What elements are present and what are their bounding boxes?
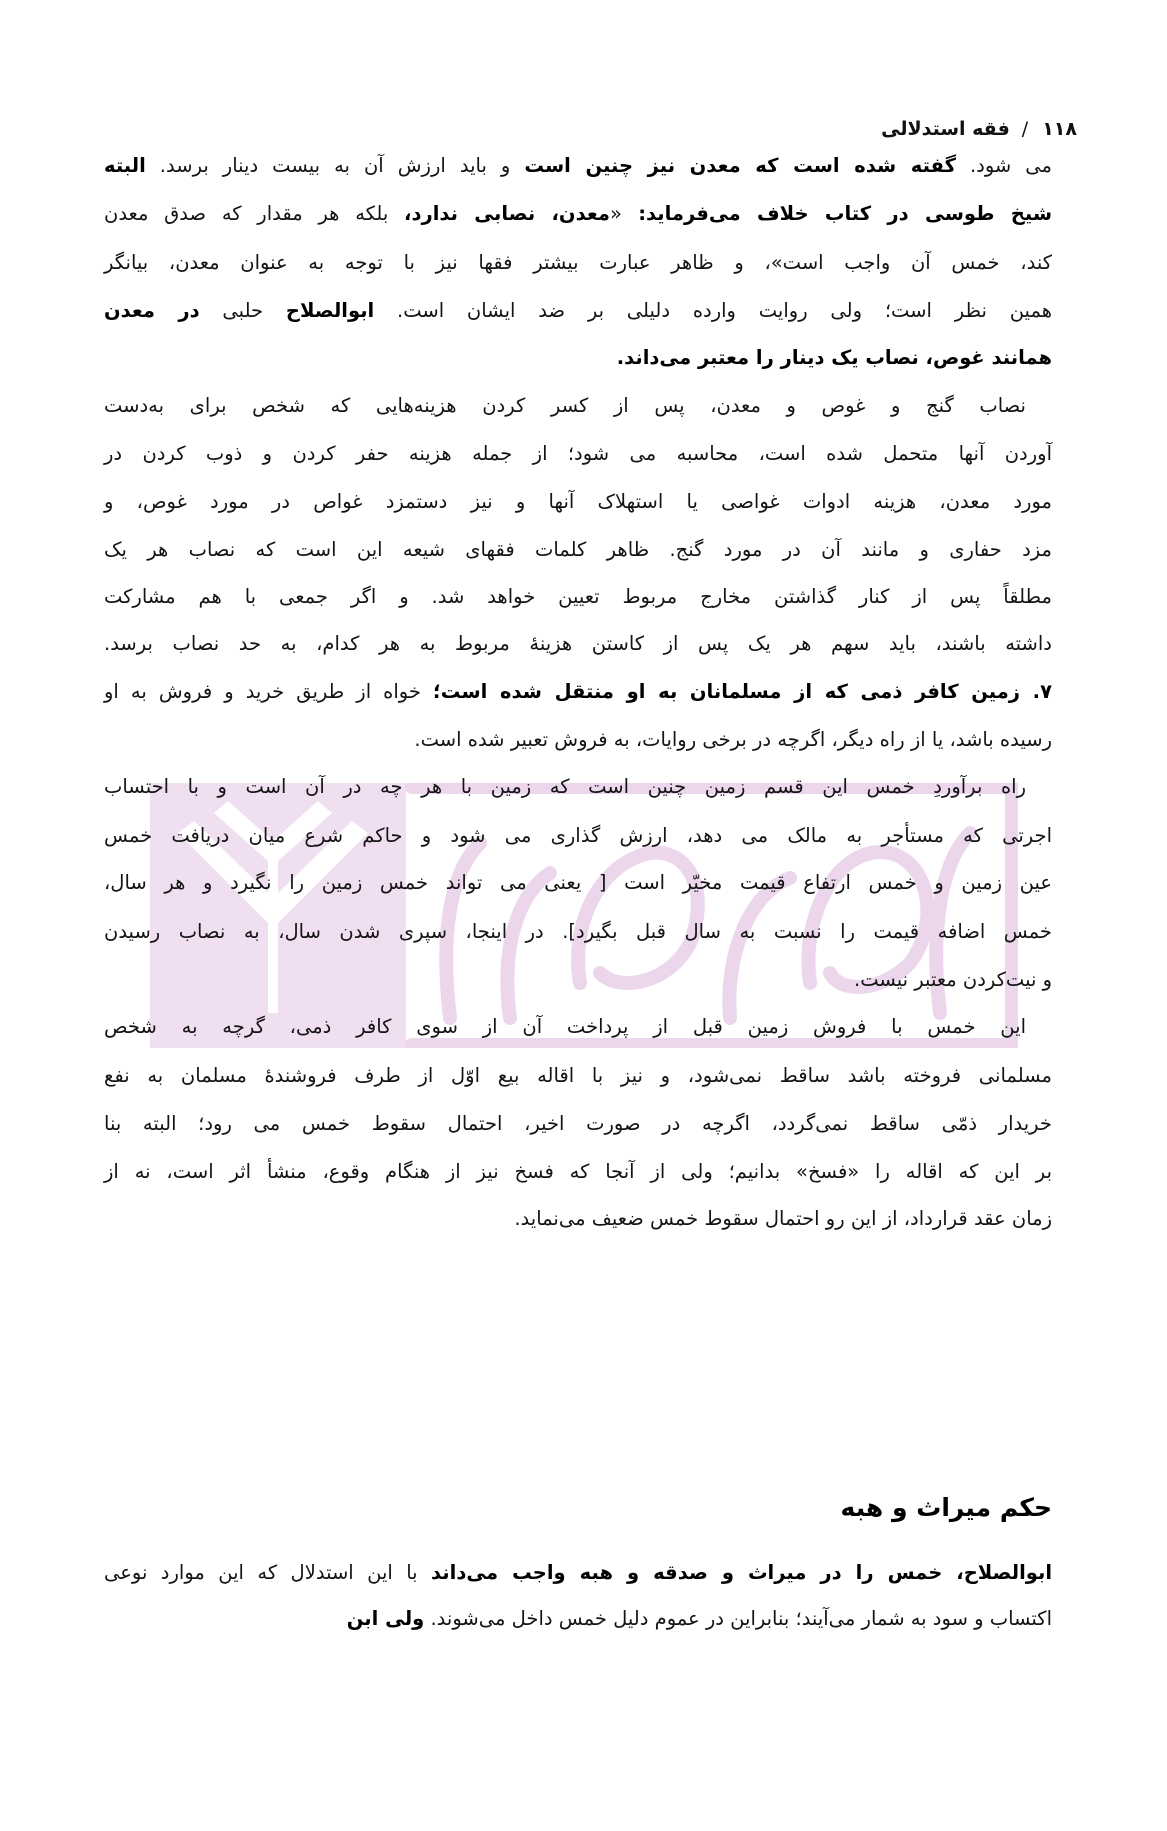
text-run: عین زمین و خمس ارتفاع قیمت مخیّر است [ یعنی می تواند خمس زمین را نگیرد و هر سال، [104,871,1052,894]
bold-text-run: در معدن [104,299,200,322]
text-run: با این استدلال که این موارد نوعی [104,1561,432,1584]
text-line [104,966,1052,994]
text-run: راه برآوردِ خمس این قسم زمین چنین است که زمین با هر چه در آن است و با احتساب [104,775,1026,798]
text-run: خمس اضافه قیمت را نسبت به سال قبل بگیرد]. در اینجا، سپری شدن سال، به نصاب رسیدن [104,920,1052,943]
text-run: بلکه هر مقدار که صدق معدن [104,202,405,225]
text-line [104,1605,1052,1633]
text-run: همین نظر است؛ ولی روایت وارده دلیلی بر ضد ایشان است. [374,299,1053,322]
text-line [104,630,1052,658]
text-line [104,536,1052,564]
text-line [104,297,1052,325]
text-run: مسلمانی فروخته باشد ساقط نمی‌شود، و نیز با اقاله بیع اوّل از طرف فروشندهٔ مسلمان به نفع [104,1064,1052,1087]
bold-text-run: البته [104,154,146,177]
text-run: بر این که اقاله را «فسخ» بدانیم؛ ولی از آنجا که فسخ نیز از هنگام وقوع، منشأ اثر است، نه از [104,1160,1052,1183]
text-line [104,1205,1052,1233]
text-run: کند، خمس آن واجب است»، و ظاهر عبارت بیشتر فقها نیز با توجه به عنوان معدن، بیانگر [104,251,1052,274]
bold-text-run: ولی ابن [346,1607,425,1630]
bold-text-run: همانند غوص، نصاب یک دینار را معتبر می‌داند. [616,346,1052,369]
bold-text-run: ۷. زمین کافر ذمی که از مسلمانان به او منتقل شده است؛ [433,680,1052,703]
text-line [104,344,1052,372]
running-head [881,118,1077,140]
text-line [104,583,1052,611]
text-line [104,1013,1052,1041]
header-separator: / [1021,118,1029,140]
bold-text-run: معدن، نصابی ندارد، [404,202,610,225]
text-run: رسیده باشد، یا از راه دیگر، اگرچه در برخی روایات، به فروش تعبیر شده است. [414,728,1052,751]
text-run: خواه از طریق خرید و فروش به او [104,680,433,703]
text-run: نصاب گنج و غوص و معدن، پس از کسر کردن هزینه‌هایی که شخص برای به‌دست [104,394,1026,417]
text-run: مورد معدن، هزینه ادوات غواصی یا استهلاک آنها و نیز دستمزد غواص در مورد غوص، و [104,490,1052,513]
section-heading: حکم میراث و هبه [840,1493,1052,1522]
text-line [104,773,1052,801]
text-line [104,200,1052,228]
text-line [104,392,1052,420]
bold-text-run: ابوالصلاح، خمس را در میراث و صدقه و هبه واجب می‌داند [431,1561,1053,1584]
text-run: می شود. [955,154,1052,177]
text-run: آوردن آنها متحمل شده است، محاسبه می شود؛ از جمله هزینه حفر کردن و ذوب کردن در [104,442,1052,465]
text-line [104,918,1052,946]
text-line [104,1559,1052,1587]
text-line [104,1110,1052,1138]
text-run: اکتساب و سود به شمار می‌آیند؛ بنابراین در عموم دلیل خمس داخل می‌شوند. [424,1607,1052,1630]
text-line [104,678,1052,706]
text-line [104,1062,1052,1090]
text-run: مطلقاً پس از کنار گذاشتن مخارج مربوط تعیین خواهد شد. و اگر جمعی با هم مشارکت [104,585,1052,608]
bold-text-run: شیخ طوسی در کتاب خلاف می‌فرماید: [621,202,1052,225]
text-run: خریدار ذمّی ساقط نمی‌گردد، اگرچه در صورت اخیر، احتمال سقوط خمس می رود؛ البته بنا [104,1112,1052,1135]
text-line [104,249,1052,277]
text-run: حلبی [199,299,286,322]
text-run: و باید ارزش آن به بیست دینار برسد. [145,154,525,177]
text-line [104,822,1052,850]
text-run: زمان عقد قرارداد، از این رو احتمال سقوط خمس ضعیف می‌نماید. [514,1207,1052,1230]
text-line [104,726,1052,754]
text-line [104,1158,1052,1186]
text-run: « [609,202,622,225]
text-line [104,152,1052,180]
text-line [104,440,1052,468]
text-run: اجرتی که مستأجر به مالک می دهد، ارزش گذاری می شود و حاکم شرع میان دریافت خمس [104,824,1052,847]
text-run: مزد حفاری و مانند آن در مورد گنج. ظاهر کلمات فقهای شیعه این است که نصاب هر یک [104,538,1052,561]
bold-text-run: گفته شده است که معدن نیز چنین است [524,154,956,177]
text-run: و نیت‌کردن معتبر نیست. [854,968,1052,991]
text-run: این خمس با فروش زمین قبل از پرداخت آن از سوی کافر ذمی، گرچه به شخص [104,1015,1026,1038]
text-run: داشته باشند، باید سهم هر یک پس از کاستن هزینهٔ مربوط به هر کدام، به حد نصاب برسد. [104,632,1052,655]
book-title: فقه استدلالی [881,118,1010,140]
page-number: ۱۱۸ [1042,118,1077,140]
text-line [104,488,1052,516]
text-line [104,869,1052,897]
bold-text-run: ابوالصلاح [285,299,375,322]
